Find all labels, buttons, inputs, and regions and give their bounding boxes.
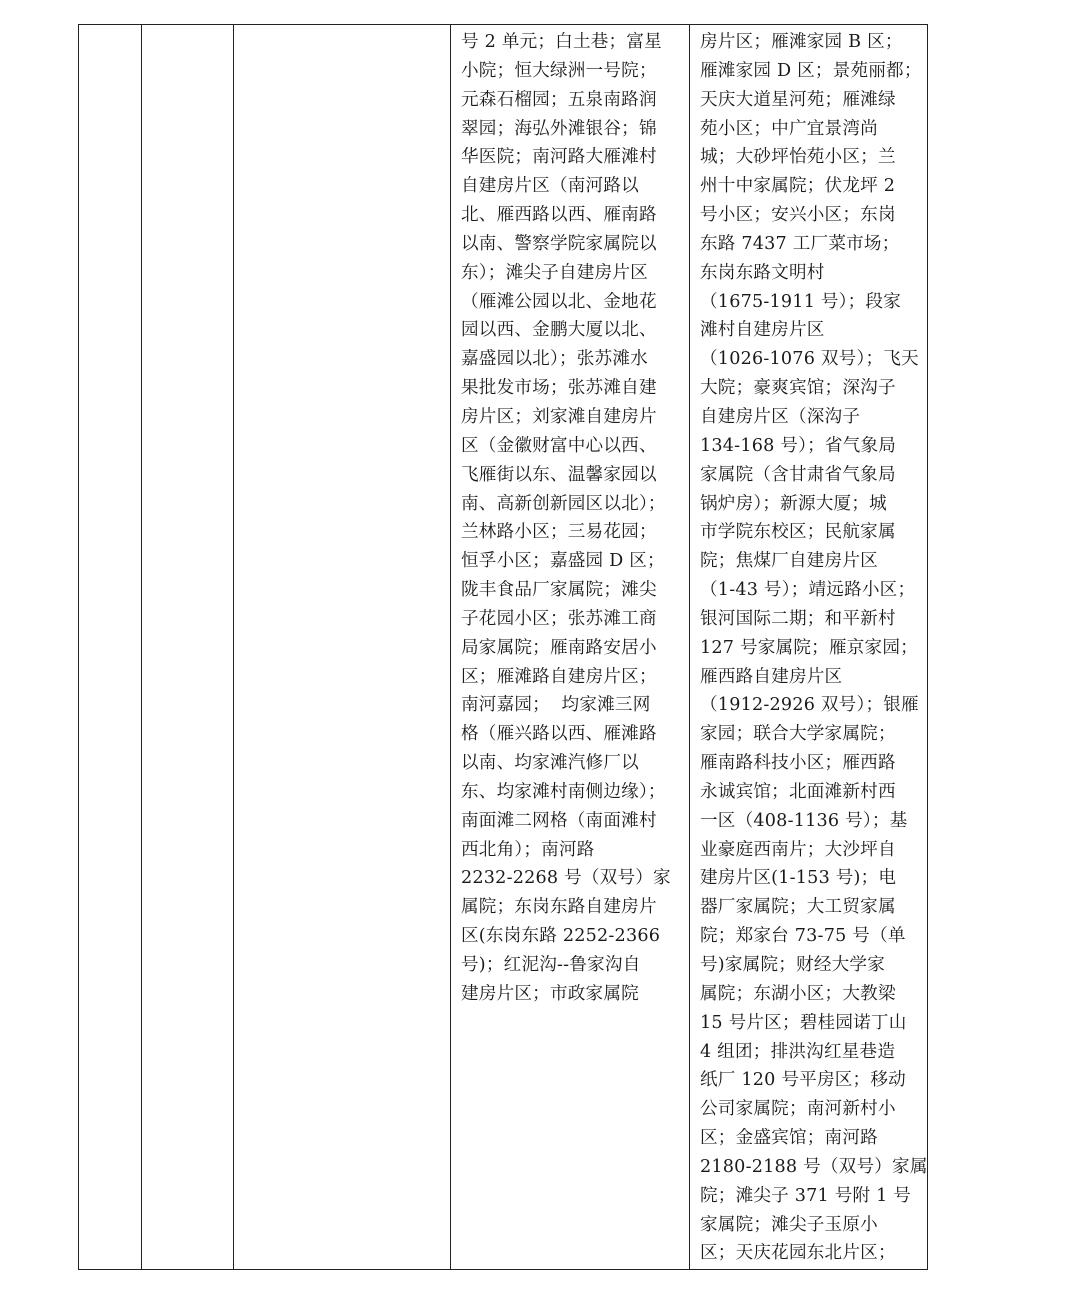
locations-text-right: 房片区；雁滩家园 B 区； 雁滩家园 D 区；景苑丽都； 天庆大道星河苑；雁滩绿 苑小区；中广宜景湾尚 城；大砂坪怡苑小区；兰 州十中家属院；伏龙坪 2 号小区；安兴小区；东岗 东路 7437 工厂菜市场； 东岗东路文明村 （1675-1911 号）；段家 滩村自建房片区 （1026-1076 双号）；飞天 大院；豪爽宾馆；深沟子 自建房片区（深沟子 134-168 号）；省气象局 家属院（含甘肃省气象局 锅炉房）；新源大厦；城 市学院东校区；民航家属 院；焦煤厂自建房片区 （1-43 号）；靖远路小区； 银河国际二期；和平新村 127 号家属院；雁京家园； 雁西路自建房片区 （1912-2926 双号）；银雁 家园；联合大学家属院； 雁南路科技小区；雁西路 永诚宾馆；北面滩新村西 一区（408-1136 号）；基 业豪庭西南片；大沙坪自 建房片区(1-153 号)；电 器厂家属院；大工贸家属 院；郑家台 73-75 号（单 号)家属院；财经大学家 属院；东湖小区；大教梁 15 号片区；碧桂园诺丁山 4 组团；排洪沟红星巷造 纸厂 120 号平房区；移动 公司家属院；南河新村小 区；金盛宾馆；南河路 2180-2188 号（双号）家属 院；滩尖子 371 号附 1 号 家属院；滩尖子玉原小 区；天庆花园东北片区；: [700, 32, 928, 1264]
cell-text: [234, 25, 450, 28]
table-row: [79, 25, 928, 1270]
table-cell-col-2: [142, 25, 234, 1270]
cell-text: [79, 25, 141, 28]
table-cell-locations-right: [690, 25, 928, 1270]
cell-text: [142, 25, 233, 28]
table-cell-locations-left: [451, 25, 690, 1270]
table-cell-col-3: [234, 25, 451, 1270]
document-table: [78, 24, 928, 1270]
table-cell-col-1: [79, 25, 142, 1270]
locations-text-left: 号 2 单元；白土巷；富星 小院；恒大绿洲一号院； 元森石榴园；五泉南路润 翠园；海弘外滩银谷；锦 华医院；南河路大雁滩村 自建房片区（南河路以 北、雁西路以西、雁南路 以南、警察学院家属院以 东）；滩尖子自建房片区 （雁滩公园以北、金地花 园以西、金鹏大厦以北、 嘉盛园以北）；张苏滩水 果批发市场；张苏滩自建 房片区；刘家滩自建房片 区（金徽财富中心以西、 飞雁街以东、温馨家园以 南、高新创新园区以北）； 兰林路小区；三易花园； 恒孚小区；嘉盛园 D 区； 陇丰食品厂家属院；滩尖 子花园小区；张苏滩工商 局家属院；雁南路安居小 区；雁滩路自建房片区； 南河嘉园； 均家滩三网 格（雁兴路以西、雁滩路 以南、均家滩汽修厂以 东、均家滩村南侧边缘）； 南面滩二网格（南面滩村 西北角）；南河路 2232-2268 号（双号）家 属院；东岗东路自建房片 区(东岗东路 2252-2366 号)；红泥沟--鲁家沟自 建房片区；市政家属院: [461, 32, 671, 1004]
